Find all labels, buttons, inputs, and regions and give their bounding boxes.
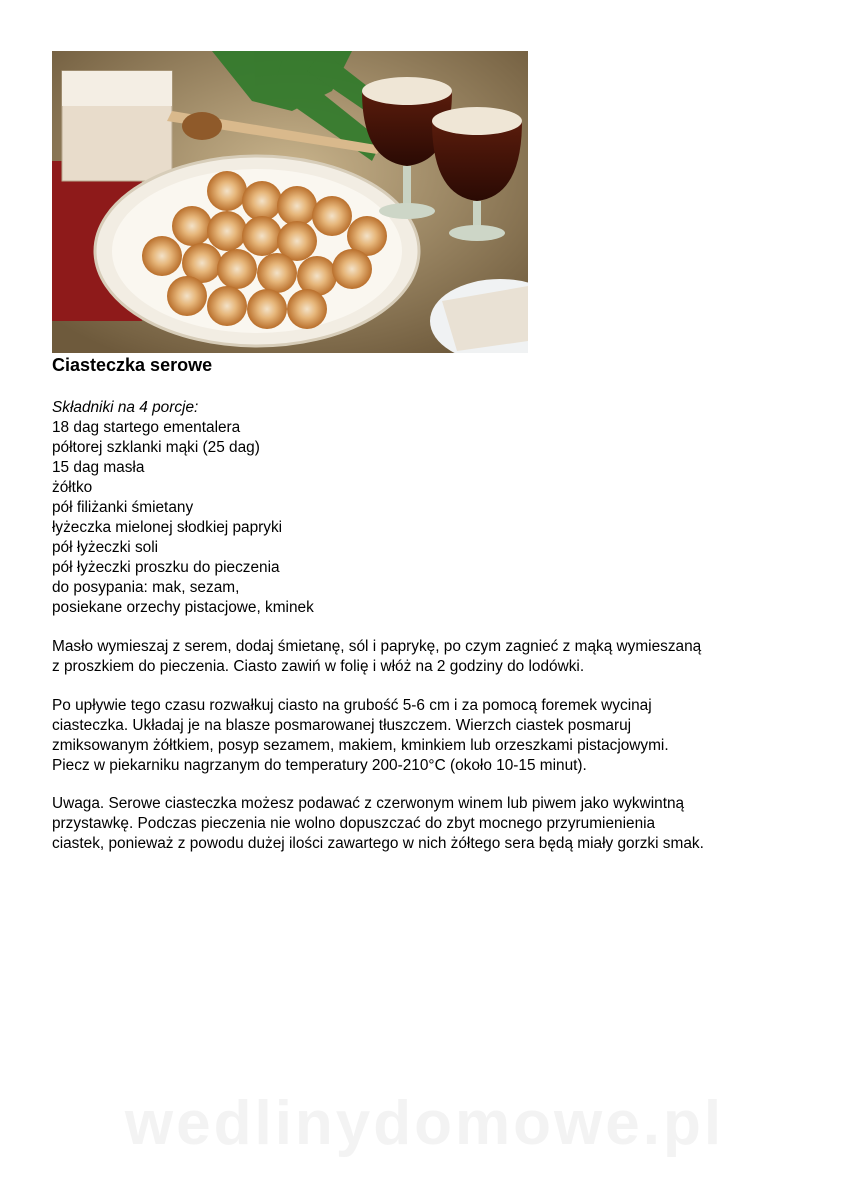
paragraph-line: Piecz w piekarniku nagrzanym do temperatury 200-210°C (około 10-15 minut). <box>52 757 587 774</box>
ingredient-item: pół łyżeczki soli <box>52 539 159 556</box>
ingredients-heading: Składniki na 4 porcje: <box>52 399 199 416</box>
recipe-title: Ciasteczka serowe <box>52 355 213 375</box>
paragraph-line: Uwaga. Serowe ciasteczka możesz podawać z czerwonym winem lub piwem jako wykwintną <box>52 795 685 812</box>
ingredient-item: do posypania: mak, sezam, <box>52 579 240 596</box>
ingredient-item: pół łyżeczki proszku do pieczenia <box>52 559 280 576</box>
paragraph-line: Po upływie tego czasu rozwałkuj ciasto na grubość 5-6 cm i za pomocą foremek wycinaj <box>52 697 652 714</box>
ingredient-item: 15 dag masła <box>52 459 145 476</box>
ingredient-item: posiekane orzechy pistacjowe, kminek <box>52 599 314 616</box>
paragraph-line: ciasteczka. Układaj je na blasze posmarowanej tłuszczem. Wierzch ciastek posmaruj <box>52 717 632 734</box>
instructions-paragraph-1 <box>52 637 812 677</box>
ingredient-item: 18 dag startego ementalera <box>52 419 241 436</box>
site-watermark: wedlinydomowe.pl <box>124 1089 725 1158</box>
ingredients-list <box>52 398 314 618</box>
paragraph-line: ciastek, ponieważ z powodu dużej ilości zawartego w nich żółtego sera będą miały gorzki smak. <box>52 835 704 852</box>
recipe-photo <box>52 51 528 353</box>
instructions-paragraph-2 <box>52 696 812 776</box>
paragraph-line: przystawkę. Podczas pieczenia nie wolno dopuszczać do zbyt mocnego przyrumienienia <box>52 815 656 832</box>
ingredient-item: pół filiżanki śmietany <box>52 499 194 516</box>
note-paragraph <box>52 794 812 854</box>
paragraph-line: Masło wymieszaj z serem, dodaj śmietanę, sól i paprykę, po czym zagnieć z mąką wymieszaną <box>52 638 702 655</box>
paragraph-line: zmiksowanym żółtkiem, posyp sezamem, makiem, kminkiem lub orzeszkami pistacjowymi. <box>52 737 669 754</box>
ingredient-item: łyżeczka mielonej słodkiej papryki <box>52 519 283 536</box>
ingredient-item: półtorej szklanki mąki (25 dag) <box>52 439 260 456</box>
ingredient-item: żółtko <box>52 479 93 496</box>
cheese-cookies-photo <box>52 51 528 353</box>
paragraph-line: z proszkiem do pieczenia. Ciasto zawiń w folię i włóż na 2 godziny do lodówki. <box>52 658 585 675</box>
